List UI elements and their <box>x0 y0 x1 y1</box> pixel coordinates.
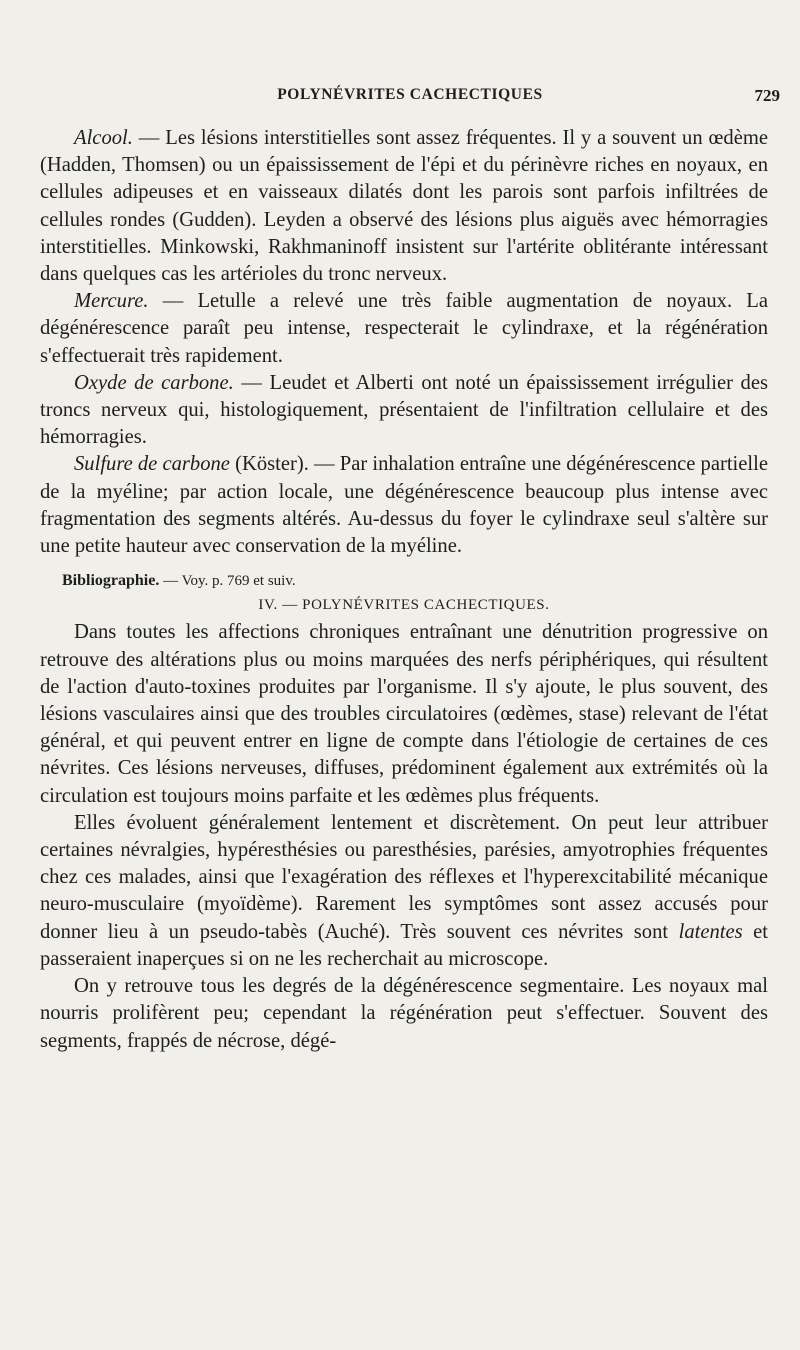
paragraph-intro: Dans toutes les affections chroniques entraînant une dénutrition progressive on retrouve des altérations plus ou moins marquées des nerfs périphériques, qui résultent de l'action d'auto-toxines produites par l'organisme. Il s'y ajoute, le plus souvent, des lésions vasculaires ainsi que des troubles circulatoires (œdèmes, stase) relevant de l'état général, et qui peuvent entrer en ligne de compte dans l'étiologie de certaines de ces névrites. Ces lésions nerveuses, diffuses, prédominent également aux extrémités où la circulation est toujours moins parfaite et les œdèmes plus fréquents. <box>40 621 768 807</box>
emphasis-latentes: latentes <box>678 920 743 943</box>
bibliography-note <box>40 570 768 592</box>
paragraph-oxyde <box>40 370 768 452</box>
paragraph-text: — Leudet et Alberti ont noté un épaississement irrégulier des troncs nerveux qui, histologiquement, présentaient de l'infiltration cellulaire et des hémorragies. <box>40 371 768 449</box>
paragraph-text: Elles évoluent généralement lentement et discrètement. On peut leur attribuer certaines névralgies, hypéresthésies ou paresthésies, parésies, amyotrophies fréquentes chez ces malades, ainsi que l'exagération des réflexes et l'hyperexcitabilité mécanique neuro-musculaire (myoïdème). Rarement les symptômes sont assez accusés pour donner lieu à un pseudo-tabès (Auché). Très souvent ces névrites sont <box>40 811 768 943</box>
page-number: 729 <box>754 86 780 105</box>
running-head <box>40 86 780 114</box>
paragraph-lead: Mercure. <box>74 290 149 313</box>
paragraph-evolution <box>40 810 768 973</box>
body-text <box>40 125 768 1055</box>
paragraph-lead: Sulfure de carbone <box>74 453 230 476</box>
section-heading <box>40 592 768 619</box>
section-title: — POLYNÉVRITES CACHECTIQUES. <box>277 597 550 614</box>
paragraph-text: — Les lésions interstitielles sont assez fréquentes. Il y a souvent un œdème (Hadden, Thomsen) ou un épaississement de l'épi et du périnèvre riches en noyaux, en cellules adipeuses et en vaisseaux dilatés dont les parois sont parfois infiltrées de cellules rondes (Gudden). Leyden a observé des lésions plus aiguës avec hémorragies interstitielles. Minkowski, Rakhmaninoff insistent sur l'artérite oblitérante intéressant dans quelques cas les artérioles du tronc nerveux. <box>40 127 768 286</box>
paragraph-text: et passeraient inaperçues si on ne les recherchait au microscope. <box>40 920 768 970</box>
paragraph-mercure <box>40 288 768 370</box>
paragraph-alcool <box>40 125 768 288</box>
paragraph-degeneration: On y retrouve tous les degrés de la dégénérescence segmentaire. Les noyaux mal nourris prolifèrent peu; cependant la régénération peut s'effectuer. Souvent des segments, frappés de nécrose, dégé- <box>40 975 768 1052</box>
paragraph-sulfure <box>40 451 768 560</box>
paragraph-text: (Köster). — Par inhalation entraîne une dégénérescence partielle de la myéline; par action locale, une dégénérescence beaucoup plus intense avec fragmentation des segments altérés. Au-dessus du foyer le cylindraxe seul s'altère sur une petite hauteur avec conservation de la myéline. <box>40 453 769 558</box>
section-number: IV. <box>258 597 278 614</box>
running-head-title: POLYNÉVRITES CACHECTIQUES <box>277 86 543 103</box>
paragraph-lead: Oxyde de carbone. <box>74 371 234 394</box>
paragraph-text: — Letulle a relevé une très faible augmentation de noyaux. La dégénérescence paraît peu intense, respecterait le cylindraxe, et la régénération s'effectuerait très rapidement. <box>40 290 768 367</box>
bibliography-text: — Voy. p. 769 et suiv. <box>159 573 296 590</box>
paragraph-lead: Alcool. <box>74 127 133 149</box>
bibliography-label: Bibliographie. <box>62 572 160 590</box>
